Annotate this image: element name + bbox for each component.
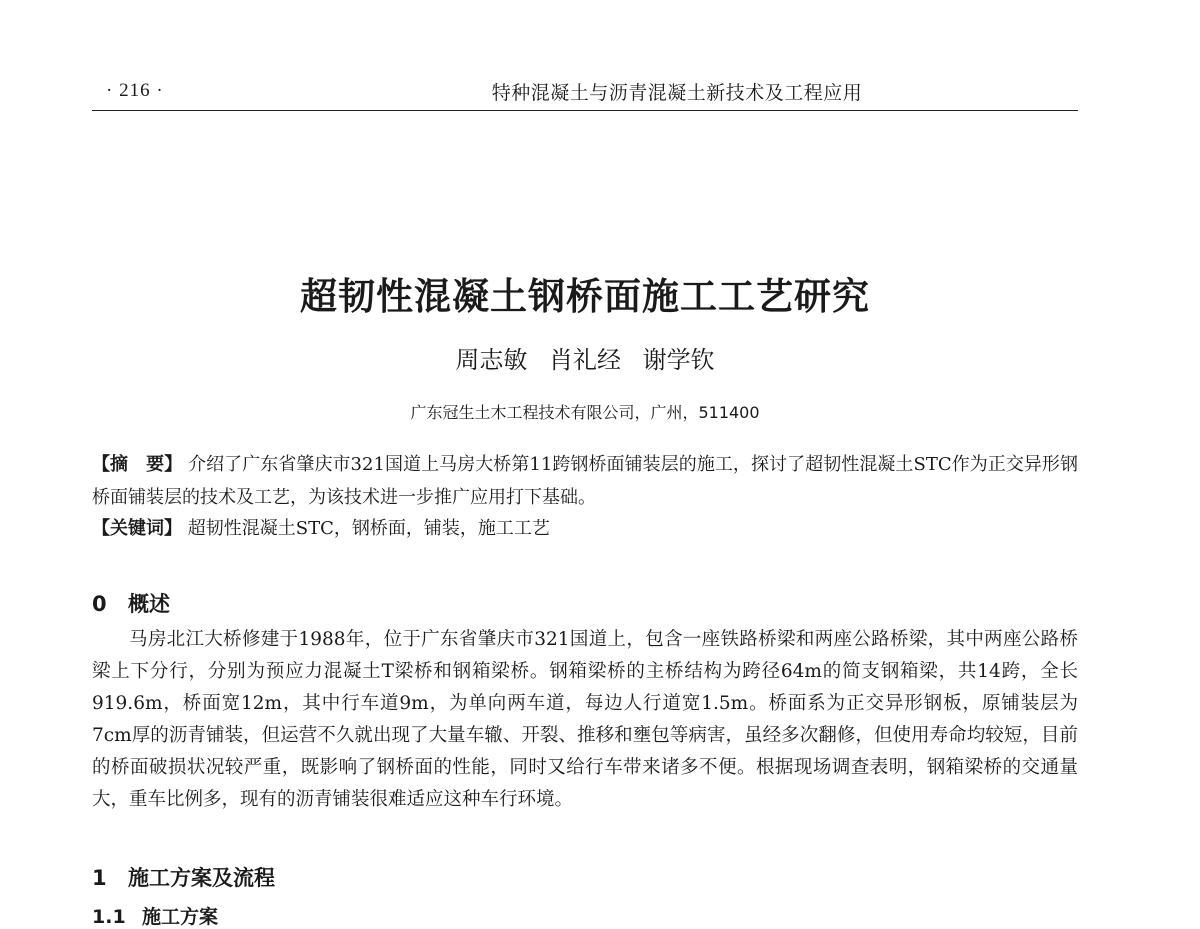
- paper-title: 超韧性混凝土钢桥面施工工艺研究: [300, 275, 870, 318]
- section-heading-construction-plan: [92, 862, 275, 892]
- affiliation: 广东冠生土木工程技术有限公司，广州，511400: [410, 403, 760, 422]
- section-title: 施工方案: [142, 906, 219, 928]
- abstract-text: 介绍了广东省肇庆市321国道上马房大桥第11跨钢桥面铺装层的施工，探讨了超韧性混凝土STC作为正交异形钢桥面铺装层的技术及工艺，为该技术进一步推广应用打下基础。: [92, 454, 1078, 508]
- keywords-label: 【关键词】: [92, 518, 182, 539]
- section-number: 1.1: [92, 906, 126, 928]
- overview-paragraph: 马房北江大桥修建于1988年，位于广东省肇庆市321国道上，包含一座铁路桥梁和两座公路桥梁，其中两座公路桥梁上下分行，分别为预应力混凝土T梁桥和钢箱梁桥。钢箱梁桥的主桥结构为跨径64m的简支钢箱梁，共14跨，全长919.6m，桥面宽12m，其中行车道9m，为单向两车道，每边人行道宽1.5m。桥面系为正交异形钢板，原铺装层为7cm厚的沥青铺装，但运营不久就出现了大量车辙、开裂、推移和壅包等病害，虽经多次翻修，但使用寿命均较短，目前的桥面破损状况较严重，既影响了钢桥面的性能，同时又给行车带来诸多不便。根据现场调查表明，钢箱梁桥的交通量大，重车比例多，现有的沥青铺装很难适应这种车行环境。: [92, 629, 1078, 810]
- section-number: 0: [92, 592, 107, 616]
- section-heading-overview: [92, 588, 170, 618]
- keywords-text: 超韧性混凝土STC，钢桥面，铺装，施工工艺: [187, 518, 550, 539]
- page-number: · 216 ·: [106, 80, 164, 101]
- section-number: 1: [92, 866, 107, 890]
- running-header: [92, 76, 1078, 111]
- section-title: 施工方案及流程: [128, 866, 275, 890]
- section-title: 概述: [128, 592, 170, 616]
- abstract-label: 【摘 要】: [92, 454, 183, 475]
- authors: 周志敏 肖礼经 谢学钦: [455, 346, 715, 374]
- abstract: [92, 448, 1078, 514]
- subsection-heading-construction-scheme: [92, 902, 218, 929]
- journal-title: 特种混凝土与沥青混凝土新技术及工程应用: [491, 82, 863, 104]
- keywords: [92, 514, 1078, 544]
